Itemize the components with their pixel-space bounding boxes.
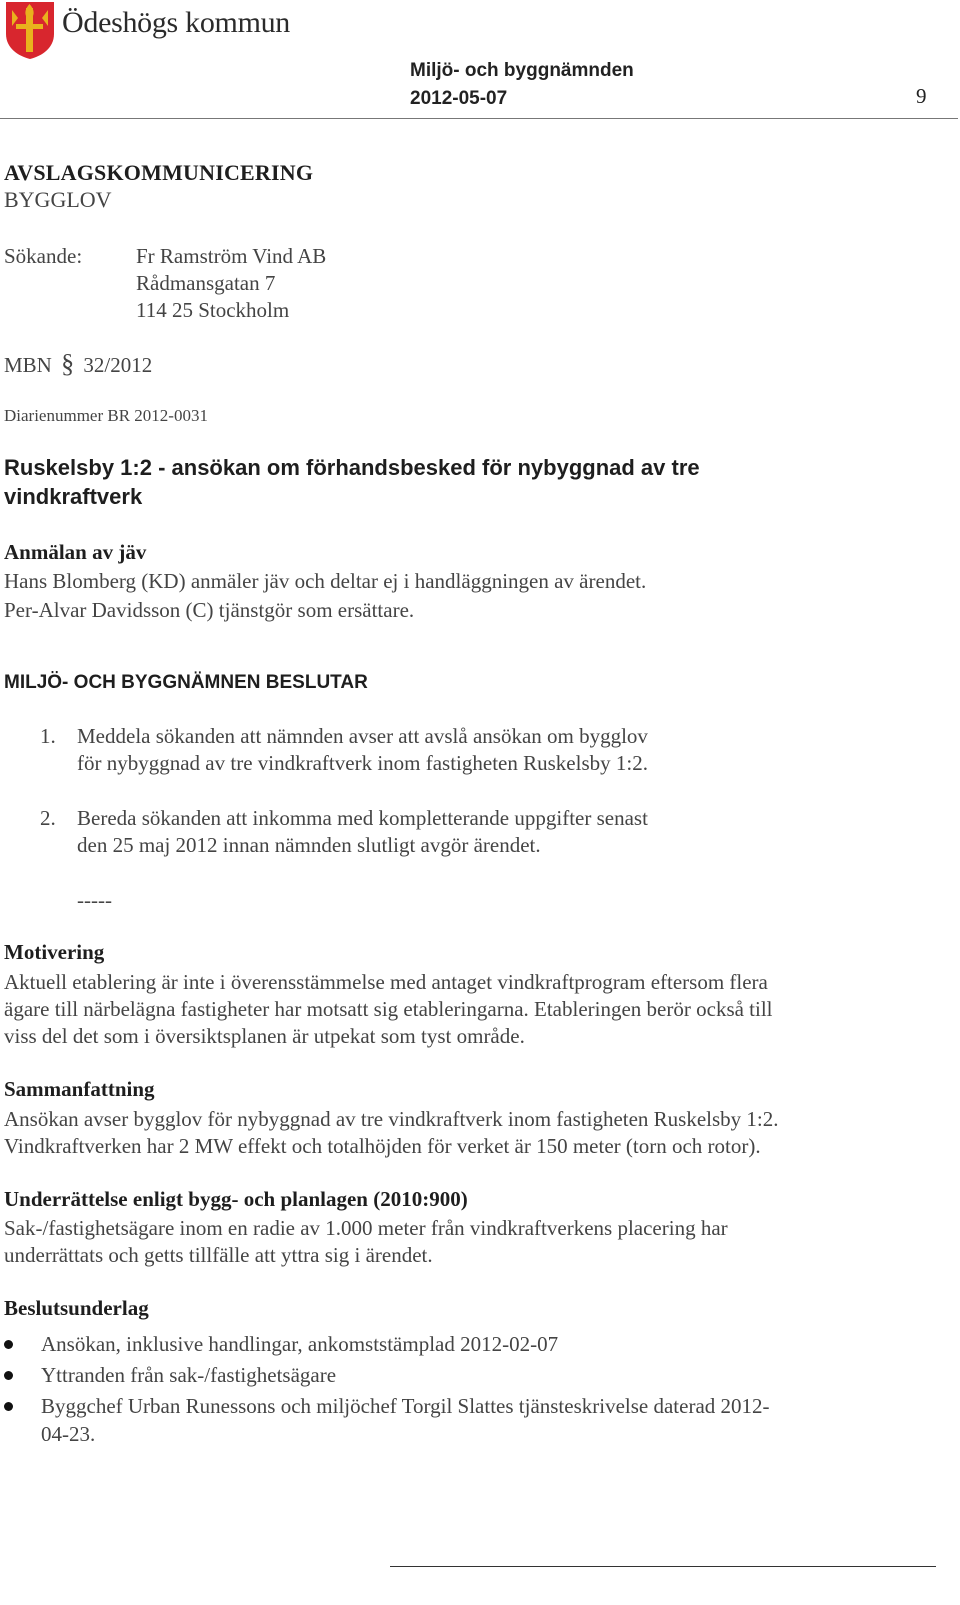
- decision-item-2-line-1: Bereda sökanden att inkomma med kompletterande uppgifter senast: [77, 806, 648, 830]
- underrattelse-line-1: Sak-/fastighetsägare inom en radie av 1.000 meter från vindkraftverkens placering har: [4, 1216, 728, 1240]
- list-item: [4, 1361, 861, 1389]
- decision-item-2-number: 2.: [40, 806, 56, 830]
- list-item-text: Yttranden från sak-/fastighetsägare: [41, 1363, 337, 1387]
- decision-heading: MILJÖ- OCH BYGGNÄMNEN BESLUTAR: [4, 672, 368, 693]
- jav-line-1: Hans Blomberg (KD) anmäler jäv och deltar ej i handläggningen av ärendet.: [4, 569, 647, 593]
- meeting-date: 2012-05-07: [410, 88, 508, 109]
- list-item: [4, 1330, 861, 1358]
- applicant-street: Rådmansgatan 7: [136, 271, 276, 295]
- motivering-line-3: viss del det som i översiktsplanen är utpekat som tyst område.: [4, 1024, 525, 1048]
- case-title-line-1: Ruskelsby 1:2 - ansökan om förhandsbesked för nybyggnad av tre: [4, 455, 700, 480]
- jav-line-2: Per-Alvar Davidsson (C) tjänstgör som ersättare.: [4, 598, 415, 622]
- list-item-text: Byggchef Urban Runessons och miljöchef Torgil Slattes tjänsteskrivelse daterad 2012- 04-23.: [41, 1394, 770, 1446]
- applicant-label: Sökande:: [4, 244, 83, 268]
- case-title-line-2: vindkraftverk: [4, 484, 143, 509]
- sammanfattning-heading: Sammanfattning: [4, 1077, 155, 1101]
- motivering-heading: Motivering: [4, 940, 105, 964]
- decision-item-1-line-2: för nybyggnad av tre vindkraftverk inom fastigheten Ruskelsby 1:2.: [77, 751, 648, 775]
- paragraph-reference: [4, 350, 152, 379]
- decision-item-1-line-1: Meddela sökanden att nämnden avser att avslå ansökan om bygglov: [77, 724, 648, 748]
- case-type-subheading: BYGGLOV: [4, 187, 112, 212]
- bullet-icon: [4, 1340, 13, 1349]
- organization-name: Ödeshögs kommun: [62, 6, 291, 39]
- mbn-number: 32/2012: [83, 353, 153, 377]
- header-divider: [0, 118, 958, 119]
- applicant-name: Fr Ramström Vind AB: [136, 244, 327, 268]
- beslutsunderlag-list: [4, 1330, 861, 1451]
- footer-signature-line: [390, 1566, 936, 1567]
- jav-heading: Anmälan av jäv: [4, 540, 147, 564]
- bullet-icon: [4, 1402, 13, 1411]
- case-type-heading: AVSLAGSKOMMUNICERING: [4, 160, 314, 185]
- decision-separator: -----: [77, 888, 112, 912]
- underrattelse-heading: Underrättelse enligt bygg- och planlagen (2010:900): [4, 1187, 468, 1211]
- committee-name: Miljö- och byggnämnden: [410, 60, 634, 81]
- underrattelse-line-2: underrättats och getts tillfälle att yttra sig i ärendet.: [4, 1243, 433, 1267]
- beslutsunderlag-heading: Beslutsunderlag: [4, 1296, 149, 1320]
- sammanfattning-line-2: Vindkraftverken har 2 MW effekt och totalhöjden för verket är 150 meter (torn och rotor).: [4, 1134, 761, 1158]
- sammanfattning-line-1: Ansökan avser bygglov för nybyggnad av tre vindkraftverk inom fastigheten Ruskelsby 1:2.: [4, 1107, 779, 1131]
- list-item-text: Ansökan, inklusive handlingar, ankomststämplad 2012-02-07: [41, 1332, 559, 1356]
- diary-number: Diarienummer BR 2012-0031: [4, 406, 208, 425]
- decision-item-1-number: 1.: [40, 724, 56, 748]
- bullet-icon: [4, 1371, 13, 1380]
- mbn-prefix: MBN: [4, 353, 52, 377]
- motivering-line-2: ägare till närbelägna fastigheter har motsatt sig etableringarna. Etableringen berör också till: [4, 997, 773, 1021]
- applicant-city: 114 25 Stockholm: [136, 298, 290, 322]
- decision-item-2-line-2: den 25 maj 2012 innan nämnden slutligt avgör ärendet.: [77, 833, 541, 857]
- header-meta: [410, 57, 634, 113]
- section-sign: §: [61, 349, 75, 378]
- motivering-line-1: Aktuell etablering är inte i överensstämmelse med antaget vindkraftprogram eftersom flera: [4, 970, 768, 994]
- page-number: 9: [916, 84, 927, 108]
- list-item: [4, 1392, 801, 1448]
- municipality-coat-of-arms-icon: [4, 0, 56, 60]
